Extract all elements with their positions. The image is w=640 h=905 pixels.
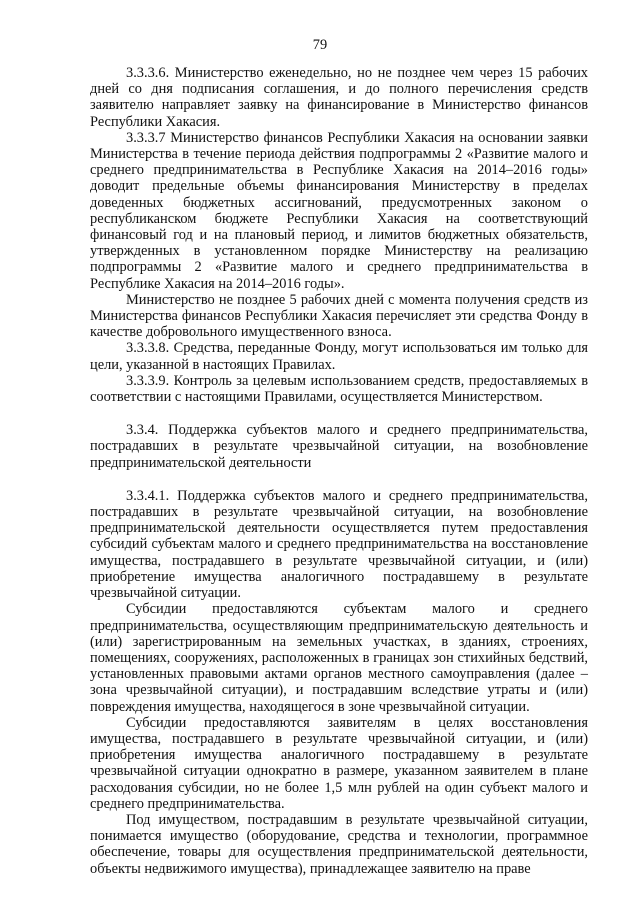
paragraph-3-3-3-9: 3.3.3.9. Контроль за целевым использованием средств, предоставляемых в соответствии с настоящими Правилами, осуществляется Министерством. [90, 372, 588, 406]
page-number: 79 [312, 37, 328, 53]
document-body [90, 65, 588, 877]
paragraph-property-definition: Под имуществом, пострадавшим в результате чрезвычайной ситуации, понимается имущество (оборудование, средства и технологии, программное обеспечение, товары для осуществления предпринимательской деятельности, объекты недвижимого имущества), принадлежащее заявителю на праве [90, 811, 588, 877]
paragraph-3-3-3-8: 3.3.3.8. Средства, переданные Фонду, могут использоваться им только для цели, указанной в настоящих Правилах. [90, 340, 588, 373]
section-heading-3-3-4: 3.3.4. Поддержка субъектов малого и среднего предпринимательства, пострадавших в результате чрезвычайной ситуации, на возобновление предпринимательской деятельности [90, 422, 588, 471]
paragraph-3-3-3-7: 3.3.3.7 Министерство финансов Республики Хакасия на основании заявки Министерства в течение периода действия подпрограммы 2 «Развитие малого и среднего предпринимательства в Республике Хакасия на 2014–2016 годы» доводит предельные объемы финансирования Министерству в пределах доведенных бюджетных ассигнований, предусмотренных законом о республиканском бюджете Республики Хакасия на соответствующий финансовый год и на плановый период, и лимитов бюджетных обязательств, утвержденных в установленном порядке Министерству на реализацию подпрограммы 2 «Развитие малого и среднего предпринимательства в Республике Хакасия на 2014–2016 годы». [90, 129, 588, 292]
paragraph-subsidy-recipients: Субсидии предоставляются субъектам малого и среднего предпринимательства, осуществляющим предпринимательскую деятельность и (или) зарегистрированным на земельных участках, в зданиях, строениях, помещениях, сооружениях, расположенных в границах зон стихийных бедствий, установленных правовыми актами органов местного самоуправления (далее – зона чрезвычайной ситуации), и пострадавшим вследствие утраты и (или) повреждения имущества, находящегося в зоне чрезвычайной ситуации. [90, 601, 588, 715]
paragraph-subsidy-amount: Субсидии предоставляются заявителям в целях восстановления имущества, пострадавшего в результате чрезвычайной ситуации, и (или) приобретения имущества аналогичного пострадавшему в результате чрезвычайной ситуации однократно в размере, указанном заявителем в плане расходования субсидии, но не более 1,5 млн рублей на один субъект малого и среднего предпринимательства. [90, 714, 588, 812]
paragraph-3-3-4-1: 3.3.4.1. Поддержка субъектов малого и среднего предпринимательства, пострадавших в результате чрезвычайной ситуации, на возобновление предпринимательской деятельности осуществляется путем предоставления субсидий субъектам малого и среднего предпринимательства на восстановление имущества, пострадавшего в результате чрезвычайной ситуации, и (или) приобретение имущества аналогичного пострадавшему в результате чрезвычайной ситуации. [90, 487, 588, 602]
paragraph-funds-transfer: Министерство не позднее 5 рабочих дней с момента получения средств из Министерства финансов Республики Хакасия перечисляет эти средства Фонду в качестве добровольного имущественного взноса. [90, 291, 588, 341]
paragraph-3-3-3-6: 3.3.3.6. Министерство еженедельно, но не позднее чем через 15 рабочих дней со дня подписания соглашения, и до полного перечисления средств заявителю направляет заявку на финансирование в Министерство финансов Республики Хакасия. [90, 65, 588, 130]
